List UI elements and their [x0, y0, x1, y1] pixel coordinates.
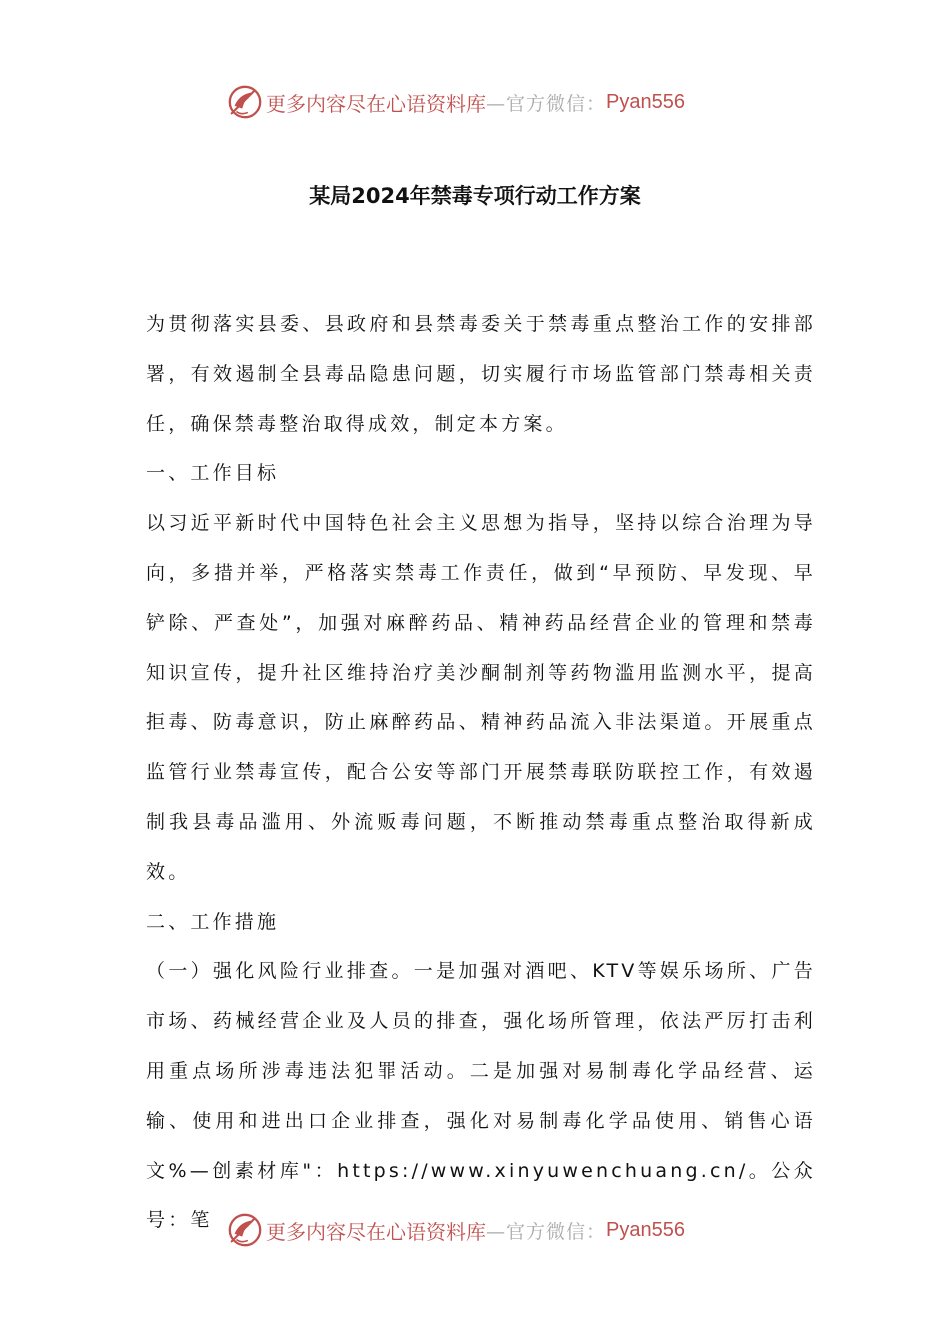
- document-body: [146, 300, 816, 1246]
- banner-wechat-id: Pyan556: [606, 90, 685, 113]
- banner-official-text: —官方微信：: [486, 1220, 607, 1243]
- intro-paragraph: 为贯彻落实县委、县政府和县禁毒委关于禁毒重点整治工作的安排部署，有效遏制全县毒品隐患问题，切实履行市场监管部门禁毒相关责任，确保禁毒整治取得成效，制定本方案。: [146, 313, 816, 435]
- banner-official-text: —官方微信：: [486, 92, 607, 115]
- pen-logo-icon: [226, 83, 264, 121]
- pen-logo-icon: [226, 1211, 264, 1249]
- banner-main-text: 更多内容尽在心语资料库: [266, 1219, 486, 1244]
- footer-watermark-banner: [226, 1208, 685, 1252]
- section-heading-work-measures: 二、工作措施: [146, 910, 280, 933]
- banner-main-text: 更多内容尽在心语资料库: [266, 91, 486, 116]
- document-title: 某局2024年禁毒专项行动工作方案: [309, 184, 641, 208]
- header-watermark-banner: [226, 80, 685, 124]
- work-measures-paragraph: （一）强化风险行业排查。一是加强对酒吧、KTV等娱乐场所、广告市场、药械经营企业及人员的排查，强化场所管理，依法严厉打击利用重点场所涉毒违法犯罪活动。二是加强对易制毒化学品经营、运输、使用和进出口企业排查，强化对易制毒化学品使用、销售心语文%—创素材库"：https://www.xinyuwenchuang.cn/。公众号：笔: [146, 960, 816, 1232]
- work-goals-paragraph: 以习近平新时代中国特色社会主义思想为指导，坚持以综合治理为导向，多措并举，严格落实禁毒工作责任，做到“早预防、早发现、早铲除、严查处”，加强对麻醉药品、精神药品经营企业的管理和禁毒知识宣传，提升社区维持治疗美沙酮制剂等药物滥用监测水平，提高拒毒、防毒意识，防止麻醉药品、精神药品流入非法渠道。开展重点监管行业禁毒宣传，配合公安等部门开展禁毒联防联控工作，有效遏制我县毒品滥用、外流贩毒问题，不断推动禁毒重点整治取得新成效。: [146, 512, 816, 883]
- banner-wechat-id: Pyan556: [606, 1218, 685, 1241]
- section-heading-work-goals: 一、工作目标: [146, 462, 280, 485]
